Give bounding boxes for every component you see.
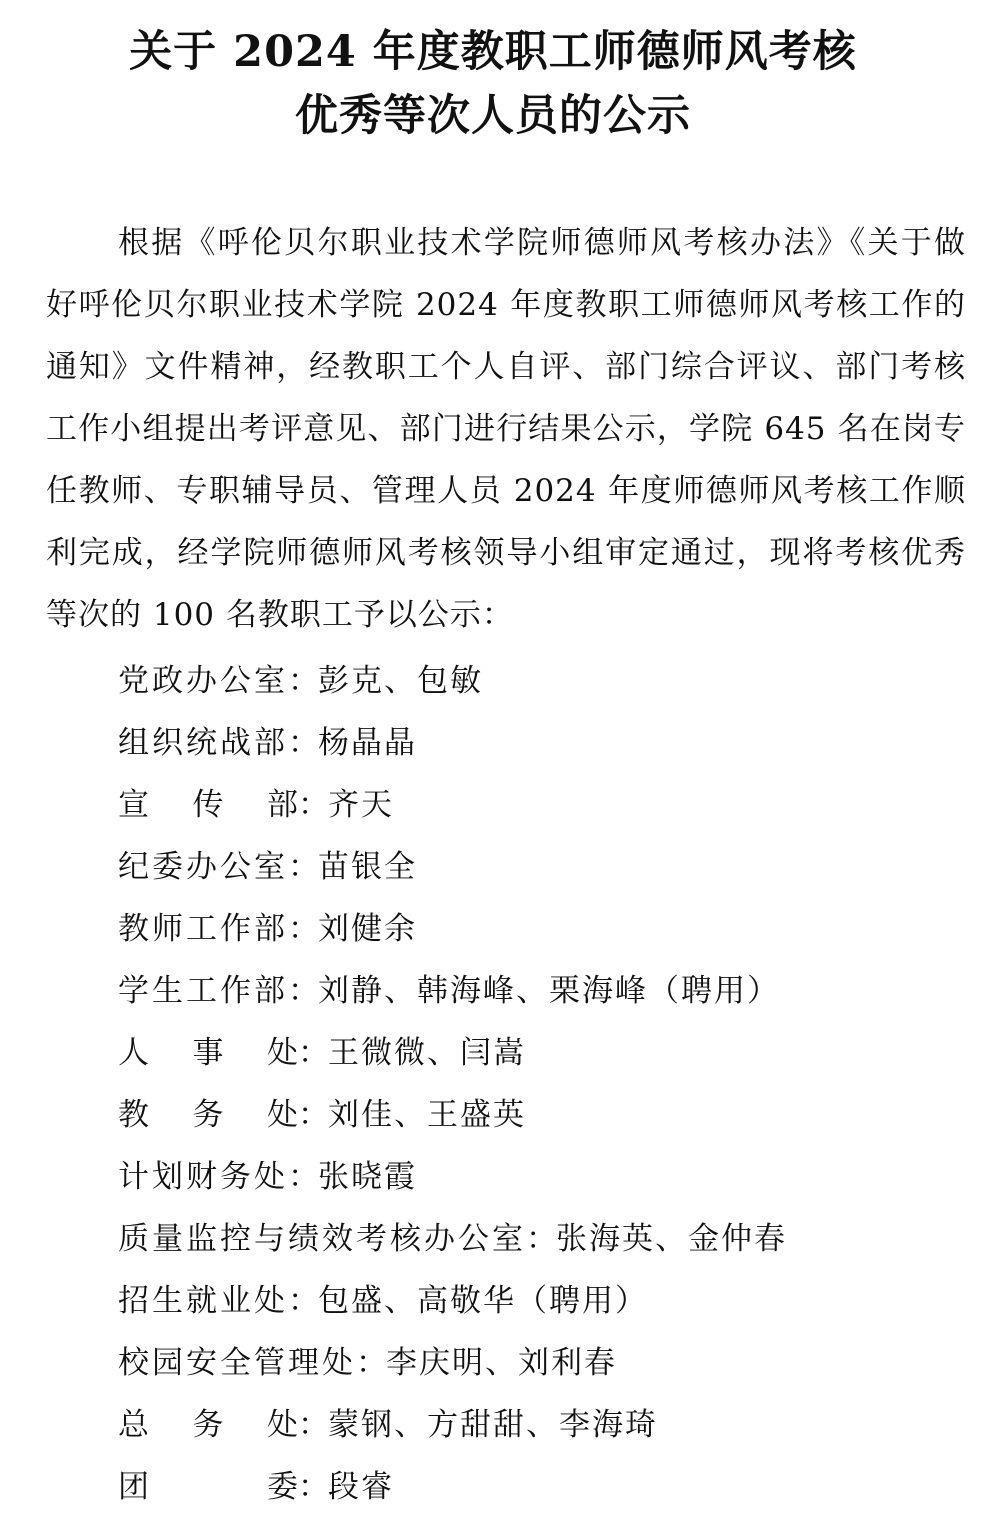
title-line-1: 关于 2024 年度教职工师德师风考核 <box>129 27 857 77</box>
body-paragraph: 根据《呼伦贝尔职业技术学院师德师风考核办法》《关于做好呼伦贝尔职业技术学院 2024 年度教职工师德师风考核工作的通知》文件精神，经教职工个人自评、部门综合评议、部门考核工作小组提出考评意见、部门进行结果公示，学院 645 名在岗专任教师、专职辅导员、管理人员 2024 年度师德师风考核工作顺利完成，经学院师德师风考核领导小组审定通过，现将考核优秀等次的 100 名教职工予以公示： <box>46 225 966 633</box>
department-names: 段睿 <box>328 1469 394 1505</box>
department-label <box>118 1394 298 1456</box>
label-colon: ： <box>288 725 319 761</box>
label-colon: ： <box>298 1035 329 1071</box>
department-row <box>118 1270 968 1332</box>
department-names: 张海英、金仲春 <box>556 1221 787 1257</box>
label-char: 人 <box>118 1035 149 1071</box>
department-row <box>118 960 968 1022</box>
label-colon: ： <box>288 1159 319 1195</box>
label-colon: ： <box>288 973 319 1009</box>
label-colon: ： <box>526 1221 557 1257</box>
label-colon: ： <box>288 663 319 699</box>
label-colon: ： <box>298 787 329 823</box>
department-row <box>118 774 968 836</box>
label-colon: ： <box>288 911 319 947</box>
label-char: 委 <box>267 1469 298 1505</box>
department-names: 苗银全 <box>318 849 417 885</box>
department-label <box>118 1084 298 1146</box>
department-row <box>118 898 968 960</box>
department-label: 招生就业处 <box>118 1283 288 1319</box>
department-label: 质量监控与绩效考核办公室 <box>118 1221 526 1257</box>
department-row <box>118 712 968 774</box>
department-label: 纪委办公室 <box>118 849 288 885</box>
label-char: 团 <box>118 1469 149 1505</box>
department-row <box>118 1394 968 1456</box>
department-label: 计划财务处 <box>118 1159 288 1195</box>
label-colon: ： <box>288 1283 319 1319</box>
title-line-2: 优秀等次人员的公示 <box>295 91 691 141</box>
label-colon: ： <box>288 849 319 885</box>
department-label: 教师工作部 <box>118 911 288 947</box>
department-names: 王微微、闫嵩 <box>328 1035 526 1071</box>
label-char: 处 <box>267 1407 298 1443</box>
department-names: 蒙钢、方甜甜、李海琦 <box>328 1407 658 1443</box>
department-label: 党政办公室 <box>118 663 288 699</box>
label-char: 总 <box>118 1407 149 1443</box>
label-char: 务 <box>192 1407 224 1443</box>
department-label <box>118 1456 298 1518</box>
label-char: 传 <box>192 787 224 823</box>
label-char: 教 <box>118 1097 149 1133</box>
label-char: 部 <box>267 787 298 823</box>
label-char: 宣 <box>118 787 149 823</box>
label-char: 处 <box>267 1035 298 1071</box>
department-label <box>118 1022 298 1084</box>
department-label <box>118 774 298 836</box>
department-row <box>118 1146 968 1208</box>
label-colon: ： <box>298 1097 329 1133</box>
department-names: 包盛、高敬华（聘用） <box>318 1283 648 1319</box>
label-colon: ： <box>298 1407 329 1443</box>
department-row <box>118 1332 968 1394</box>
label-colon: ： <box>356 1345 387 1381</box>
department-names: 刘佳、王盛英 <box>328 1097 526 1133</box>
department-list <box>118 650 968 1518</box>
department-row <box>118 1022 968 1084</box>
department-row <box>118 1208 968 1270</box>
department-names: 彭克、包敏 <box>318 663 483 699</box>
department-names: 刘健余 <box>318 911 417 947</box>
department-names: 李庆明、刘利春 <box>386 1345 617 1381</box>
department-names: 刘静、韩海峰、栗海峰（聘用） <box>318 973 780 1009</box>
department-row <box>118 650 968 712</box>
department-names: 杨晶晶 <box>318 725 417 761</box>
label-char: 事 <box>192 1035 224 1071</box>
department-names: 张晓霞 <box>318 1159 417 1195</box>
label-colon: ： <box>298 1469 329 1505</box>
department-names: 齐天 <box>328 787 394 823</box>
label-char: 处 <box>267 1097 298 1133</box>
department-row <box>118 1084 968 1146</box>
department-row <box>118 1456 968 1518</box>
department-row <box>118 836 968 898</box>
department-label: 校园安全管理处 <box>118 1345 356 1381</box>
label-char: 务 <box>192 1097 224 1133</box>
department-label: 学生工作部 <box>118 973 288 1009</box>
department-label: 组织统战部 <box>118 725 288 761</box>
